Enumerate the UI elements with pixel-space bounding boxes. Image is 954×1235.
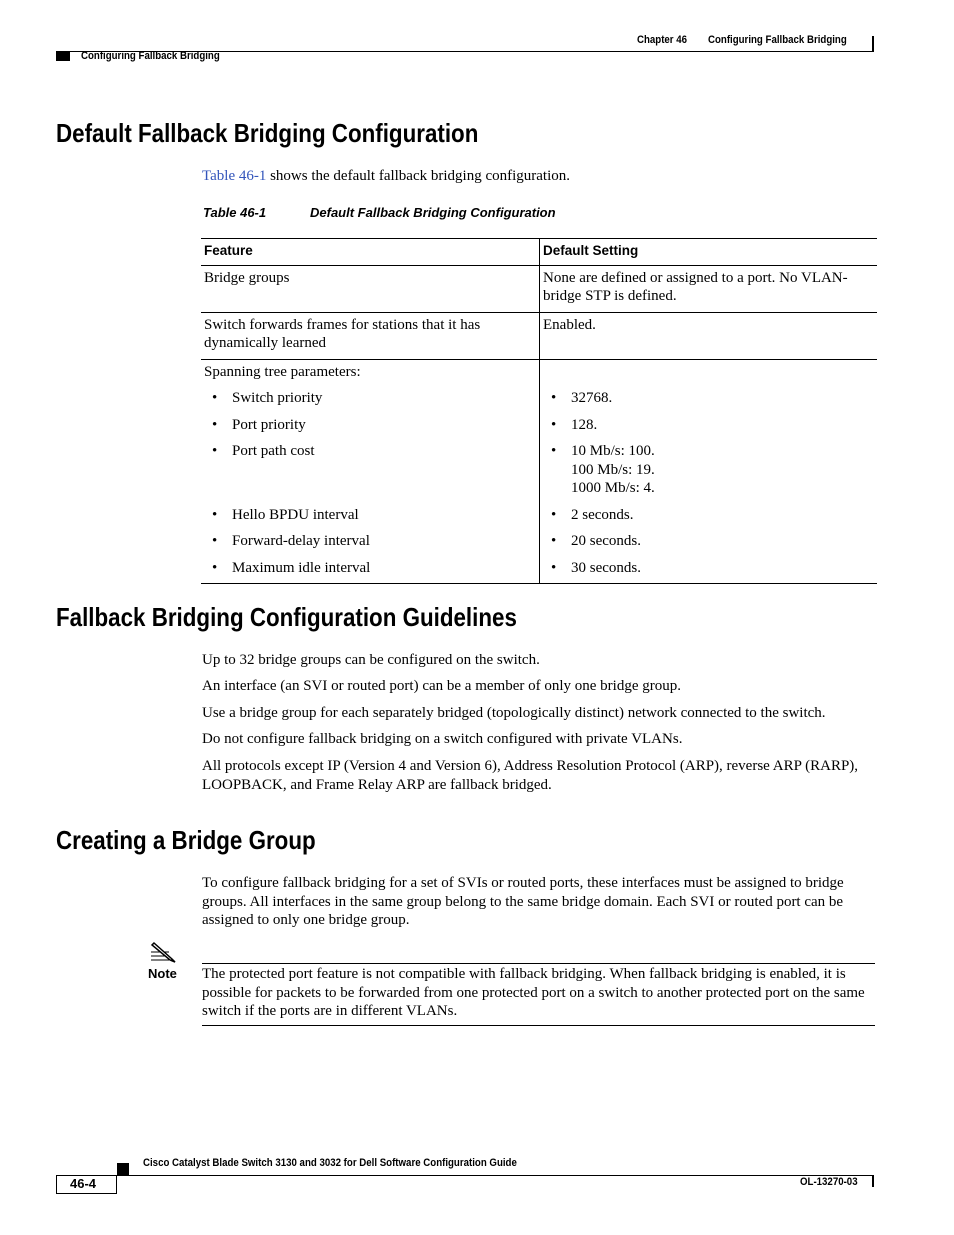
list-item: • Maximum idle interval <box>204 559 536 578</box>
note-label: Note <box>148 966 177 981</box>
footer-guide-title: Cisco Catalyst Blade Switch 3130 and 3032 for Dell Software Configuration Guide <box>143 1157 517 1169</box>
note-top-rule <box>202 963 875 964</box>
header-chapter-title: Configuring Fallback Bridging <box>708 34 847 46</box>
column-header-feature: Feature <box>201 239 540 266</box>
guideline-paragraph: Up to 32 bridge groups can be configured on the switch. <box>202 652 540 668</box>
setting-cell: None are defined or assigned to a port. No VLAN-bridge STP is defined. <box>540 265 878 312</box>
list-item: • 2 seconds. <box>543 506 874 525</box>
note-text: The protected port feature is not compatible with fallback bridging. When fallback bridging is enabled, it is possible for packets to be forwarded from one protected port on a switch to another protected port on the same switch if the ports are in different VLANs. <box>202 966 865 1019</box>
guideline-paragraph: An interface (an SVI or routed port) can be a member of only one bridge group. <box>202 678 681 694</box>
table-caption <box>203 205 556 220</box>
column-header-default-setting: Default Setting <box>540 239 878 266</box>
list-item <box>543 442 874 498</box>
page-number: 46-4 <box>70 1176 97 1191</box>
footer-right-bar <box>872 1175 874 1187</box>
header-right-bar <box>872 36 874 52</box>
section-title-create-bridge-group: Creating a Bridge Group <box>56 825 316 855</box>
port-cost-line: 1000 Mb/s: 4. <box>571 480 655 496</box>
header-chapter: Chapter 46 <box>637 34 688 46</box>
port-cost-line: 100 Mb/s: 19. <box>571 461 655 478</box>
setting-cell: Enabled. <box>540 312 878 359</box>
guideline-paragraph: All protocols except IP (Version 4 and Version 6), Address Resolution Protocol (ARP), reverse ARP (RARP), LOOPBACK, and Frame Relay ARP are fallback bridged. <box>202 758 859 793</box>
table-caption-number: Table 46-1 <box>203 205 267 220</box>
stp-label: Spanning tree parameters: <box>204 363 361 380</box>
default-config-table <box>201 238 877 584</box>
list-item: • Hello BPDU interval <box>204 506 536 525</box>
setting-cell <box>540 359 878 584</box>
table-row-stp <box>201 359 877 584</box>
list-item: • 128. <box>543 416 874 435</box>
bridge-group-paragraph: To configure fallback bridging for a set of SVIs or routed ports, these interfaces must be assigned to bridge groups. All interfaces in the same group belong to the same bridge domain. Each SVI or routed port can be assigned to only one bridge group. <box>202 875 844 928</box>
table-caption-title: Default Fallback Bridging Configuration <box>310 205 556 220</box>
table-header-row <box>201 239 877 266</box>
list-item: • 20 seconds. <box>543 532 874 551</box>
footer-rule <box>56 1175 874 1176</box>
guideline-paragraph: Use a bridge group for each separately bridged (topologically distinct) network connected to the switch. <box>202 705 826 721</box>
list-item: • Switch priority <box>204 389 536 408</box>
feature-cell: Bridge groups <box>201 265 540 312</box>
port-cost-line: • 10 Mb/s: 100. <box>571 443 655 459</box>
section-title-guidelines: Fallback Bridging Configuration Guidelines <box>56 602 517 632</box>
note-bottom-rule <box>202 1025 875 1026</box>
header-marker <box>56 51 70 61</box>
footer-doc-id: OL-13270-03 <box>800 1176 858 1188</box>
list-item: • 30 seconds. <box>543 559 874 578</box>
table-row <box>201 312 877 359</box>
guideline-paragraph: Do not configure fallback bridging on a switch configured with private VLANs. <box>202 731 683 747</box>
list-item: • Port priority <box>204 416 536 435</box>
table-row <box>201 265 877 312</box>
footer-marker <box>117 1163 129 1175</box>
header-section: Configuring Fallback Bridging <box>81 50 220 62</box>
list-item: • Port path cost <box>204 442 536 498</box>
table-intro-text: shows the default fallback bridging configuration. <box>266 168 571 184</box>
feature-cell: Switch forwards frames for stations that it has dynamically learned <box>201 312 540 359</box>
pencil-note-icon <box>150 940 178 964</box>
list-item: • 32768. <box>543 389 874 408</box>
feature-cell <box>201 359 540 584</box>
table-intro <box>202 167 882 186</box>
stp-feature-list <box>204 389 536 577</box>
stp-setting-list <box>543 389 874 577</box>
table-reference-link[interactable]: Table 46-1 <box>202 168 267 184</box>
section-title-default-config: Default Fallback Bridging Configuration <box>56 118 479 148</box>
list-item: • Forward-delay interval <box>204 532 536 551</box>
